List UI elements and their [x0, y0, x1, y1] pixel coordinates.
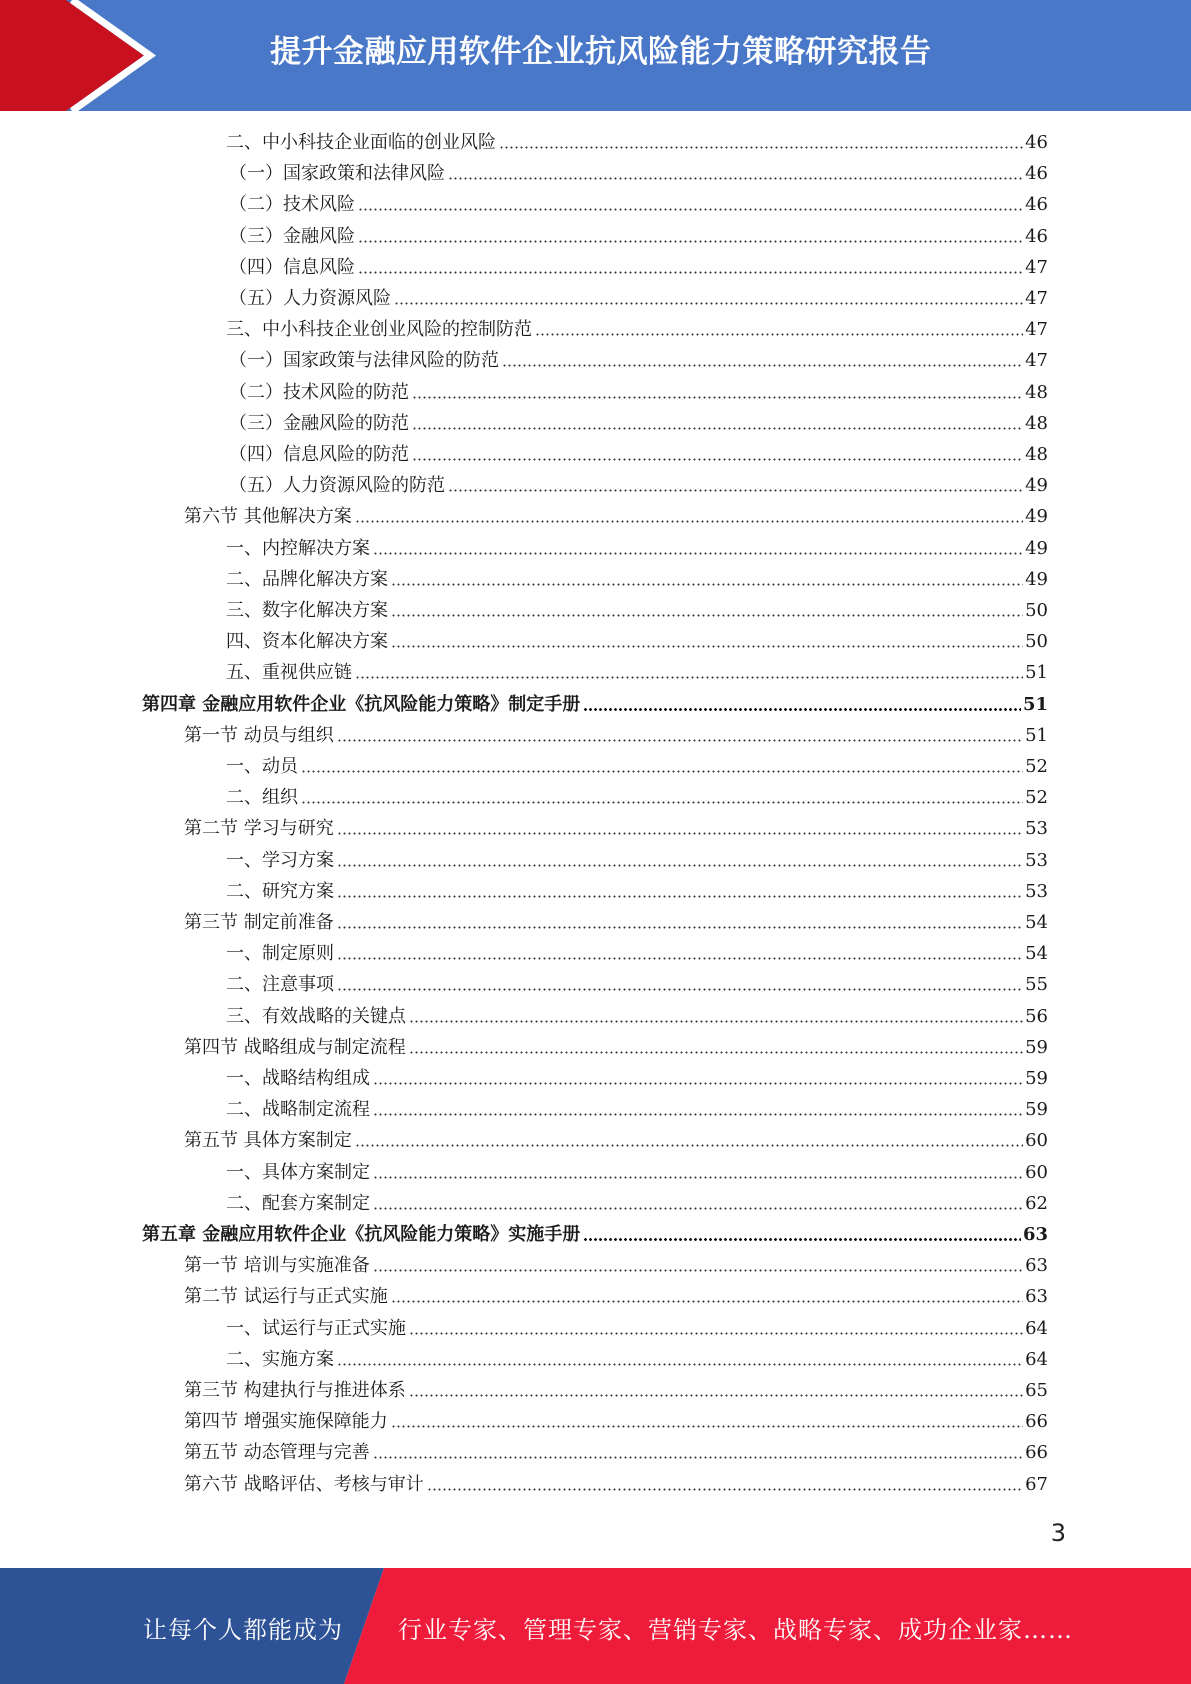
toc-dot-leader: [391, 1425, 1023, 1428]
toc-dot-leader: [583, 1238, 1021, 1241]
toc-entry[interactable]: [184, 720, 1048, 751]
toc-entry-page: 54: [1025, 943, 1048, 964]
toc-dot-leader: [373, 1269, 1023, 1272]
toc-dot-leader: [373, 1207, 1023, 1210]
toc-entry-page: 56: [1025, 1006, 1048, 1027]
toc-entry-title: （四）信息风险的防范: [229, 444, 409, 465]
toc-dot-leader: [301, 770, 1023, 773]
toc-entry[interactable]: [184, 813, 1048, 844]
toc-entry-title: 二、组织: [226, 787, 298, 808]
toc-entry-title: 二、战略制定流程: [226, 1099, 370, 1120]
toc-entry-title: 一、战略结构组成: [226, 1068, 370, 1089]
toc-dot-leader: [409, 1051, 1023, 1054]
toc-entry-page: 54: [1025, 912, 1048, 933]
toc-dot-leader: [337, 957, 1023, 960]
toc-dot-leader: [373, 1456, 1023, 1459]
page-number: 3: [1050, 1519, 1066, 1547]
toc-entry-title: 二、注意事项: [226, 974, 334, 995]
toc-entry-title: （一）国家政策与法律风险的防范: [229, 350, 499, 371]
toc-dot-leader: [337, 988, 1023, 991]
toc-entry-title: 第四章 金融应用软件企业《抗风险能力策略》制定手册: [142, 694, 581, 715]
toc-entry-title: 第四节 增强实施保障能力: [184, 1411, 388, 1432]
toc-entry-page: 48: [1025, 382, 1048, 403]
toc-entry-title: 第六节 战略评估、考核与审计: [184, 1474, 424, 1495]
toc-entry-page: 51: [1025, 662, 1048, 683]
toc-entry[interactable]: [184, 1406, 1048, 1437]
toc-entry-page: 64: [1025, 1349, 1048, 1370]
toc-entry[interactable]: [226, 595, 1048, 626]
toc-entry-page: 49: [1025, 506, 1048, 527]
toc-entry-title: 第六节 其他解决方案: [184, 506, 352, 527]
toc-dot-leader: [391, 645, 1023, 648]
toc-dot-leader: [373, 1176, 1023, 1179]
toc-dot-leader: [499, 146, 1023, 149]
toc-entry[interactable]: [226, 533, 1048, 564]
toc-entry-title: 一、学习方案: [226, 850, 334, 871]
toc-dot-leader: [427, 1488, 1023, 1491]
toc-entry-title: （三）金融风险: [229, 226, 355, 247]
toc-entry-page: 66: [1025, 1411, 1048, 1432]
toc-entry[interactable]: [142, 689, 1048, 720]
toc-entry-page: 48: [1025, 444, 1048, 465]
toc-entry[interactable]: [226, 969, 1048, 1000]
toc-dot-leader: [337, 864, 1023, 867]
toc-entry[interactable]: [226, 845, 1048, 876]
toc-entry[interactable]: [229, 408, 1048, 439]
toc-entry-page: 51: [1025, 725, 1048, 746]
toc-dot-leader: [337, 739, 1023, 742]
toc-entry[interactable]: [184, 1375, 1048, 1406]
toc-dot-leader: [583, 708, 1021, 711]
toc-entry[interactable]: [229, 252, 1048, 283]
chevron-arrow-icon: [0, 0, 160, 111]
toc-dot-leader: [448, 489, 1023, 492]
toc-entry-page: 47: [1025, 319, 1048, 340]
toc-entry-title: 一、制定原则: [226, 943, 334, 964]
toc-entry-page: 65: [1025, 1380, 1048, 1401]
toc-entry[interactable]: [229, 377, 1048, 408]
toc-entry-title: 四、资本化解决方案: [226, 631, 388, 652]
toc-dot-leader: [373, 1082, 1023, 1085]
toc-dot-leader: [358, 240, 1023, 243]
toc-dot-leader: [391, 583, 1023, 586]
toc-entry-page: 53: [1025, 818, 1048, 839]
toc-entry[interactable]: [226, 564, 1048, 595]
toc-entry[interactable]: [229, 283, 1048, 314]
toc-entry-title: 二、中小科技企业面临的创业风险: [226, 132, 496, 153]
toc-entry-page: 52: [1025, 787, 1048, 808]
page-footer: [0, 1568, 1191, 1684]
toc-entry-title: 三、有效战略的关键点: [226, 1006, 406, 1027]
toc-entry-page: 62: [1025, 1193, 1048, 1214]
toc-entry-title: （三）金融风险的防范: [229, 413, 409, 434]
toc-entry-title: 第一节 动员与组织: [184, 725, 334, 746]
toc-entry[interactable]: [184, 1469, 1048, 1500]
toc-entry[interactable]: [229, 221, 1048, 252]
toc-entry-page: 59: [1025, 1068, 1048, 1089]
toc-entry[interactable]: [229, 345, 1048, 376]
toc-entry-page: 63: [1022, 1224, 1048, 1245]
toc-dot-leader: [301, 801, 1023, 804]
toc-entry-page: 60: [1025, 1162, 1048, 1183]
toc-entry-page: 50: [1025, 600, 1048, 621]
toc-entry-page: 55: [1025, 974, 1048, 995]
toc-dot-leader: [337, 832, 1023, 835]
toc-entry-title: （二）技术风险的防范: [229, 382, 409, 403]
toc-entry[interactable]: [226, 782, 1048, 813]
toc-entry[interactable]: [184, 907, 1048, 938]
toc-entry[interactable]: [226, 626, 1048, 657]
toc-dot-leader: [412, 396, 1023, 399]
toc-entry-title: 一、动员: [226, 756, 298, 777]
page-header: [0, 0, 1191, 111]
toc-entry-page: 63: [1025, 1255, 1048, 1276]
toc-entry[interactable]: [229, 158, 1048, 189]
footer-slogan-right: 行业专家、管理专家、营销专家、战略专家、成功企业家……: [398, 1616, 1073, 1644]
toc-entry-page: 46: [1025, 226, 1048, 247]
toc-entry-title: （四）信息风险: [229, 257, 355, 278]
toc-entry[interactable]: [226, 1188, 1048, 1219]
toc-entry-title: （五）人力资源风险的防范: [229, 475, 445, 496]
toc-entry[interactable]: [226, 751, 1048, 782]
toc-dot-leader: [502, 364, 1023, 367]
toc-entry[interactable]: [226, 1344, 1048, 1375]
toc-entry[interactable]: [226, 938, 1048, 969]
toc-dot-leader: [409, 1394, 1023, 1397]
footer-slogan-left: 让每个人都能成为: [143, 1616, 343, 1644]
toc-entry-title: 一、内控解决方案: [226, 538, 370, 559]
toc-dot-leader: [535, 333, 1023, 336]
toc-entry-title: 三、数字化解决方案: [226, 600, 388, 621]
toc-entry-page: 47: [1025, 350, 1048, 371]
toc-entry-title: 第四节 战略组成与制定流程: [184, 1037, 406, 1058]
toc-dot-leader: [412, 427, 1023, 430]
toc-entry-page: 53: [1025, 850, 1048, 871]
toc-entry[interactable]: [142, 1219, 1048, 1250]
toc-entry-page: 59: [1025, 1099, 1048, 1120]
toc-entry[interactable]: [226, 1313, 1048, 1344]
toc-entry-page: 47: [1025, 257, 1048, 278]
toc-entry[interactable]: [226, 1157, 1048, 1188]
toc-entry[interactable]: [184, 1032, 1048, 1063]
toc-entry[interactable]: [184, 1437, 1048, 1468]
toc-dot-leader: [394, 302, 1023, 305]
toc-entry-page: 51: [1022, 694, 1048, 715]
toc-dot-leader: [373, 1113, 1023, 1116]
toc-dot-leader: [355, 676, 1023, 679]
toc-entry-title: 二、品牌化解决方案: [226, 569, 388, 590]
toc-entry-title: （二）技术风险: [229, 194, 355, 215]
toc-entry-title: 第一节 培训与实施准备: [184, 1255, 370, 1276]
toc-dot-leader: [337, 1363, 1023, 1366]
toc-entry-page: 52: [1025, 756, 1048, 777]
toc-dot-leader: [358, 208, 1023, 211]
toc-entry[interactable]: [184, 1125, 1048, 1156]
toc-entry-page: 66: [1025, 1442, 1048, 1463]
toc-dot-leader: [391, 1300, 1023, 1303]
toc-entry-page: 60: [1025, 1130, 1048, 1151]
toc-entry-page: 59: [1025, 1037, 1048, 1058]
toc-entry-page: 49: [1025, 538, 1048, 559]
toc-entry[interactable]: [184, 1281, 1048, 1312]
toc-entry[interactable]: [184, 501, 1048, 532]
toc-entry-page: 49: [1025, 475, 1048, 496]
toc-entry[interactable]: [229, 189, 1048, 220]
toc-entry[interactable]: [226, 127, 1048, 158]
toc-entry-page: 46: [1025, 194, 1048, 215]
toc-entry-page: 50: [1025, 631, 1048, 652]
toc-entry-title: 第三节 制定前准备: [184, 912, 334, 933]
toc-entry-title: （五）人力资源风险: [229, 288, 391, 309]
toc-entry-title: 第五节 具体方案制定: [184, 1130, 352, 1151]
toc-dot-leader: [373, 552, 1023, 555]
toc-entry[interactable]: [226, 876, 1048, 907]
toc-entry-page: 63: [1025, 1286, 1048, 1307]
toc-entry-title: 第二节 学习与研究: [184, 818, 334, 839]
toc-entry[interactable]: [226, 1094, 1048, 1125]
toc-dot-leader: [337, 926, 1023, 929]
toc-entry-title: 第五节 动态管理与完善: [184, 1442, 370, 1463]
toc-entry[interactable]: [226, 1001, 1048, 1032]
toc-dot-leader: [409, 1332, 1023, 1335]
toc-entry-page: 46: [1025, 163, 1048, 184]
toc-entry-page: 64: [1025, 1318, 1048, 1339]
toc-entry-title: 二、研究方案: [226, 881, 334, 902]
toc-entry[interactable]: [226, 657, 1048, 688]
toc-entry-title: 第二节 试运行与正式实施: [184, 1286, 388, 1307]
toc-entry-page: 48: [1025, 413, 1048, 434]
toc-dot-leader: [358, 271, 1023, 274]
toc-entry-page: 49: [1025, 569, 1048, 590]
toc-dot-leader: [409, 1020, 1023, 1023]
toc-entry[interactable]: [226, 1063, 1048, 1094]
toc-entry-page: 53: [1025, 881, 1048, 902]
toc-dot-leader: [337, 895, 1023, 898]
toc-entry[interactable]: [226, 314, 1048, 345]
toc-entry-page: 67: [1025, 1474, 1048, 1495]
toc-dot-leader: [355, 520, 1023, 523]
toc-entry-page: 47: [1025, 288, 1048, 309]
toc-entry[interactable]: [229, 470, 1048, 501]
toc-entry[interactable]: [229, 439, 1048, 470]
toc-entry-title: 一、具体方案制定: [226, 1162, 370, 1183]
toc-dot-leader: [355, 1144, 1023, 1147]
toc-entry-title: 二、实施方案: [226, 1349, 334, 1370]
toc-dot-leader: [391, 614, 1023, 617]
toc-dot-leader: [448, 177, 1023, 180]
toc-entry-title: 二、配套方案制定: [226, 1193, 370, 1214]
report-title: 提升金融应用软件企业抗风险能力策略研究报告: [270, 34, 932, 70]
toc-entry-title: （一）国家政策和法律风险: [229, 163, 445, 184]
toc-entry-title: 五、重视供应链: [226, 662, 352, 683]
toc-entry-title: 第五章 金融应用软件企业《抗风险能力策略》实施手册: [142, 1224, 581, 1245]
toc-dot-leader: [412, 458, 1023, 461]
toc-entry-page: 46: [1025, 132, 1048, 153]
toc-entry-title: 一、试运行与正式实施: [226, 1318, 406, 1339]
toc-entry-title: 第三节 构建执行与推进体系: [184, 1380, 406, 1401]
toc-entry[interactable]: [184, 1250, 1048, 1281]
toc-entry-title: 三、中小科技企业创业风险的控制防范: [226, 319, 532, 340]
